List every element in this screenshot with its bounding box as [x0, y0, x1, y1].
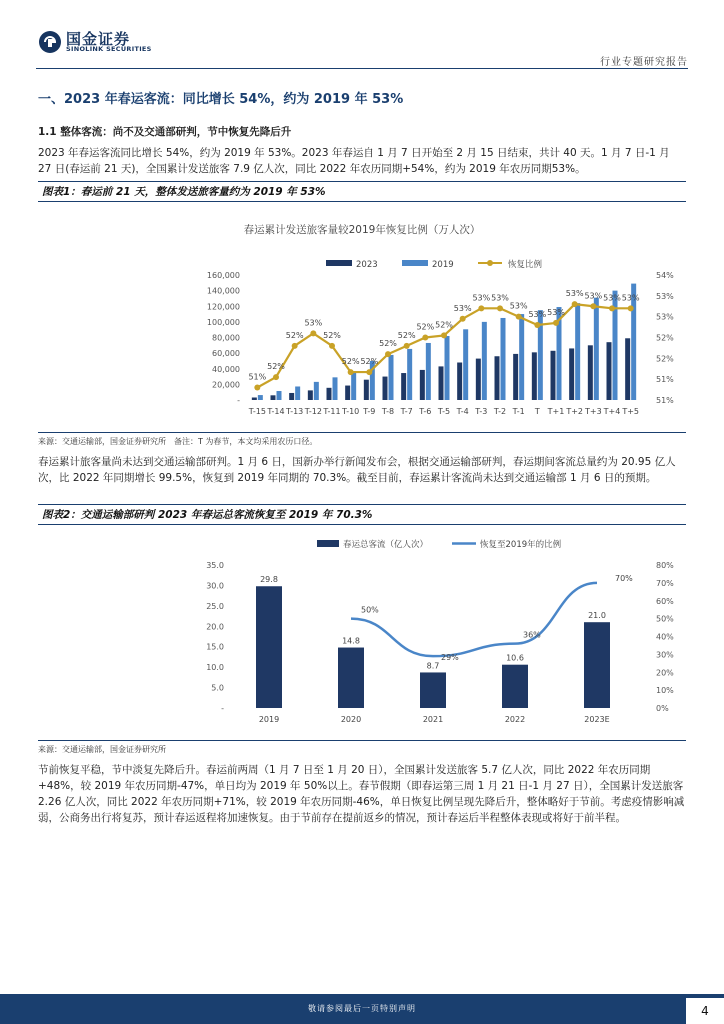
x-tick-label: T-9 — [363, 407, 376, 416]
bar-passenger-flow — [338, 648, 364, 708]
y-left-tick-label: 20.0 — [206, 622, 224, 632]
y-left-tick-label: - — [237, 396, 240, 405]
recovery-data-label: 52% — [285, 330, 304, 340]
chart-title: 春运累计发送旅客量较2019年恢复比例（万人次） — [243, 224, 481, 236]
bar-2019 — [575, 303, 580, 400]
x-tick-label: T-4 — [456, 407, 469, 416]
x-tick-label: T-11 — [323, 407, 341, 416]
y-right-tick-label: 51% — [656, 396, 674, 405]
legend-swatch — [317, 540, 339, 547]
bar-2023 — [607, 342, 612, 400]
bar-2023 — [289, 393, 294, 400]
x-tick-label: T+5 — [622, 407, 640, 416]
bar-2023 — [401, 373, 406, 400]
line-data-label: 36% — [523, 630, 541, 640]
y-left-tick-label: 25.0 — [206, 601, 224, 611]
recovery-point — [516, 314, 522, 320]
bar-2023 — [625, 338, 630, 400]
x-tick-label: T-1 — [512, 407, 525, 416]
recovery-data-label: 53% — [528, 310, 547, 319]
y-right-tick-label: 70% — [656, 578, 674, 588]
x-tick-label: 2023E — [584, 715, 610, 724]
legend-label: 2023 — [356, 260, 378, 270]
bar-2023 — [271, 395, 276, 400]
bar-2023 — [308, 390, 313, 400]
bar-2023 — [495, 356, 500, 400]
y-left-tick-label: 10.0 — [206, 663, 224, 673]
line-data-label: 50% — [361, 605, 379, 615]
paragraph-2: 春运累计旅客量尚未达到交通运输部研判。1 月 6 日，国新办举行新闻发布会，根据交通运输部研判，春运期间客流总量约为 20.95 亿人次，比 2022 年同期增长 99.5%，恢复到 2019 年同期的 70.3%。截至目前，春运累计客流尚未达到交通运输部 1 月 6 日的预期。 — [38, 456, 676, 484]
y-left-tick-label: - — [221, 704, 224, 713]
bar-2019 — [463, 329, 468, 400]
paragraph-1: 2023 年春运客流同比增长 54%，约为 2019 年 53%。2023 年春运自 1 月 7 日开始至 2 月 15 日结束，共计 40 天。1 月 7 日-1 月 27 日(春运前 21 天)，全国累计发送旅客 7.9 亿人次，同比 2022 年农历同期+54%，约为 2019 年农历同期53%。 — [38, 147, 670, 175]
recovery-point — [572, 301, 578, 307]
legend-marker — [487, 260, 493, 266]
recovery-point — [329, 343, 335, 349]
recovery-data-label: 53% — [453, 303, 472, 313]
bar-2019 — [389, 355, 394, 400]
bar-2019 — [426, 343, 431, 400]
legend-swatch — [326, 260, 352, 266]
recovery-point — [478, 305, 484, 311]
y-right-tick-label: 51% — [656, 375, 674, 385]
recovery-point — [553, 320, 559, 326]
chart-passenger-recovery — [38, 204, 686, 430]
bar-2023 — [532, 352, 537, 400]
bar-2023 — [569, 348, 574, 400]
bar-data-label: 10.6 — [506, 653, 524, 663]
paragraph-3: 节前恢复平稳，节中淡复先降后升。春运前两周（1 月 7 日至 1 月 20 日），全国累计发送旅客 5.7 亿人次，同比 2022 年农历同期+48%，较 2019 年农历同期-47%，单日均为 2019 年 50%以上。春节假期（即春运第三周 1 月 21 日-1 月 27 日），全国累计发送旅客 2.26 亿人次，同比 2022 年农历同期+71%，较 2019 年农历同期-46%，单日恢复比例呈现先降后升，整体略好于节前。考虑疫情影响减弱，公商务出行将复苏，预计春运返程将加速恢复。由于节前存在提前返乡的情况，预计春运后半程整体表现或将好于前半程。 — [38, 764, 685, 824]
recovery-data-label: 53% — [584, 291, 603, 301]
x-tick-label: 2020 — [340, 715, 362, 724]
recovery-data-label: 53% — [603, 293, 621, 303]
bar-2023 — [439, 366, 444, 400]
x-tick-label: T-13 — [286, 407, 304, 416]
company-logo-icon — [38, 30, 62, 54]
bar-2019 — [277, 391, 282, 400]
bar-2019 — [445, 336, 450, 400]
x-tick-label: T-5 — [437, 407, 451, 416]
figure-2-source: 来源：交通运输部，国金证券研究所 — [38, 740, 686, 755]
recovery-data-label: 52% — [379, 339, 397, 349]
figure-1-source: 来源：交通运输部，国金证券研究所 备注：T 为春节，本文均采用农历口径。 — [38, 432, 686, 447]
recovery-point — [310, 330, 316, 336]
line-data-label: 70% — [615, 573, 633, 583]
report-type: 行业专题研究报告 — [600, 57, 688, 68]
bar-2023 — [383, 377, 388, 400]
recovery-point — [441, 332, 447, 338]
bar-2023 — [551, 351, 556, 400]
recovery-data-label: 52% — [397, 330, 416, 340]
y-left-tick-label: 20,000 — [212, 380, 240, 390]
page-number: 4 — [686, 998, 724, 1024]
x-tick-label: T+4 — [603, 407, 621, 416]
bar-2023 — [588, 345, 593, 400]
bar-2019 — [501, 318, 506, 400]
bar-2019 — [295, 386, 300, 400]
recovery-data-label: 52% — [435, 320, 453, 330]
recovery-data-label: 52% — [267, 362, 285, 372]
recovery-data-label: 53% — [472, 293, 491, 303]
y-right-tick-label: 50% — [656, 614, 674, 624]
x-tick-label: 2022 — [504, 715, 526, 724]
recovery-line — [257, 301, 630, 387]
figure-1-caption: 图表1：春运前 21 天，整体发送旅客量约为 2019 年 53% — [38, 181, 686, 202]
recovery-point — [422, 335, 428, 341]
legend-label: 春运总客流（亿人次） — [343, 540, 429, 550]
recovery-ratio-line — [351, 583, 597, 656]
recovery-point — [590, 303, 596, 309]
subsection-title: 1.1 整体客流：尚不及交通部研判，节中恢复先降后升 — [38, 126, 292, 138]
bar-2023 — [420, 370, 425, 400]
recovery-data-label: 53% — [565, 289, 584, 299]
bar-2019 — [333, 377, 338, 400]
legend-label: 恢复至2019年的比例 — [480, 540, 562, 550]
recovery-point — [385, 351, 391, 357]
bar-2019 — [314, 382, 319, 400]
bar-2019 — [407, 349, 412, 400]
x-tick-label: T-14 — [267, 407, 285, 416]
y-left-tick-label: 120,000 — [206, 302, 240, 312]
legend-swatch — [402, 260, 428, 266]
recovery-data-label: 53% — [304, 318, 323, 328]
y-left-tick-label: 60,000 — [212, 349, 240, 359]
chart-total-passenger-flow — [38, 527, 686, 735]
recovery-data-label: 53% — [621, 293, 640, 303]
recovery-point — [292, 343, 298, 349]
bar-data-label: 21.0 — [588, 611, 606, 621]
x-tick-label: T+2 — [566, 407, 584, 416]
y-left-tick-label: 160,000 — [206, 271, 240, 280]
bar-2023 — [252, 398, 257, 401]
x-tick-label: 2019 — [258, 715, 280, 724]
bar-data-label: 8.7 — [426, 661, 440, 671]
recovery-data-label: 51% — [248, 372, 267, 382]
section-title: 一、2023 年春运客流：同比增长 54%，约为 2019 年 53% — [38, 92, 404, 107]
x-tick-label: T-7 — [400, 407, 413, 416]
recovery-point — [254, 385, 260, 391]
bar-2019 — [351, 372, 356, 400]
logo-text-cn: 国金证券 — [66, 30, 131, 48]
bar-2023 — [327, 388, 332, 400]
y-left-tick-label: 40,000 — [212, 364, 240, 374]
legend-label: 恢复比例 — [508, 260, 543, 270]
y-right-tick-label: 54% — [656, 271, 674, 280]
recovery-point — [460, 316, 466, 322]
x-tick-label: T — [534, 407, 540, 416]
recovery-data-label: 53% — [491, 293, 509, 303]
x-tick-label: T+1 — [547, 407, 565, 416]
recovery-data-label: 53% — [547, 307, 565, 317]
bar-data-label: 29.8 — [260, 575, 278, 585]
figure-2-caption: 图表2：交通运输部研判 2023 年春运总客流恢复至 2019 年 70.3% — [38, 504, 686, 525]
bar-2019 — [519, 314, 524, 400]
bar-2023 — [513, 354, 518, 400]
recovery-data-label: 52% — [341, 357, 360, 367]
y-right-tick-label: 10% — [656, 686, 674, 696]
footer-disclaimer: 敬请参阅最后一页特别声明 — [308, 1004, 416, 1013]
bar-passenger-flow — [502, 665, 528, 708]
legend-label: 2019 — [432, 260, 454, 270]
y-right-tick-label: 52% — [656, 354, 674, 364]
x-tick-label: T-15 — [248, 407, 266, 416]
y-right-tick-label: 53% — [656, 291, 674, 301]
bar-2019 — [258, 395, 263, 400]
recovery-data-label: 52% — [360, 357, 379, 367]
recovery-data-label: 53% — [509, 301, 528, 311]
recovery-point — [497, 305, 503, 311]
x-tick-label: T-12 — [304, 407, 322, 416]
y-right-tick-label: 52% — [656, 333, 674, 343]
y-right-tick-label: 0% — [656, 704, 669, 713]
bar-2019 — [594, 298, 599, 400]
y-right-tick-label: 53% — [656, 312, 674, 322]
y-right-tick-label: 40% — [656, 632, 674, 642]
recovery-point — [273, 374, 279, 380]
x-tick-label: T-3 — [475, 407, 488, 416]
y-right-tick-label: 80% — [656, 561, 674, 570]
y-left-tick-label: 35.0 — [206, 561, 224, 570]
x-tick-label: T-10 — [342, 407, 360, 416]
y-left-tick-label: 15.0 — [206, 642, 224, 652]
bar-2019 — [482, 322, 487, 400]
x-tick-label: T+3 — [584, 407, 602, 416]
logo-text-en: SINOLINK SECURITIES — [66, 45, 152, 53]
x-tick-label: T-6 — [419, 407, 432, 416]
line-data-label: 29% — [441, 653, 459, 663]
bar-2023 — [457, 363, 462, 401]
x-tick-label: 2021 — [422, 715, 444, 724]
y-left-tick-label: 5.0 — [211, 683, 224, 693]
recovery-point — [609, 305, 615, 311]
bar-2023 — [364, 380, 369, 400]
y-right-tick-label: 60% — [656, 596, 674, 606]
bar-passenger-flow — [420, 672, 446, 708]
y-right-tick-label: 20% — [656, 668, 674, 678]
recovery-point — [628, 305, 634, 311]
recovery-data-label: 52% — [323, 330, 341, 340]
recovery-point — [404, 343, 410, 349]
recovery-data-label: 52% — [416, 322, 435, 332]
header-divider — [36, 68, 688, 69]
bar-passenger-flow — [584, 622, 610, 708]
y-left-tick-label: 30.0 — [206, 581, 224, 591]
bar-passenger-flow — [256, 586, 282, 708]
recovery-point — [366, 369, 372, 375]
recovery-point — [348, 369, 354, 375]
bar-2023 — [345, 386, 350, 400]
x-tick-label: T-2 — [493, 407, 507, 416]
bar-2023 — [476, 359, 481, 400]
x-tick-label: T-8 — [381, 407, 395, 416]
y-left-tick-label: 80,000 — [212, 333, 240, 343]
y-right-tick-label: 30% — [656, 650, 674, 660]
recovery-point — [534, 322, 540, 328]
y-left-tick-label: 100,000 — [206, 317, 240, 327]
y-left-tick-label: 140,000 — [206, 286, 240, 296]
bar-data-label: 14.8 — [342, 636, 360, 646]
